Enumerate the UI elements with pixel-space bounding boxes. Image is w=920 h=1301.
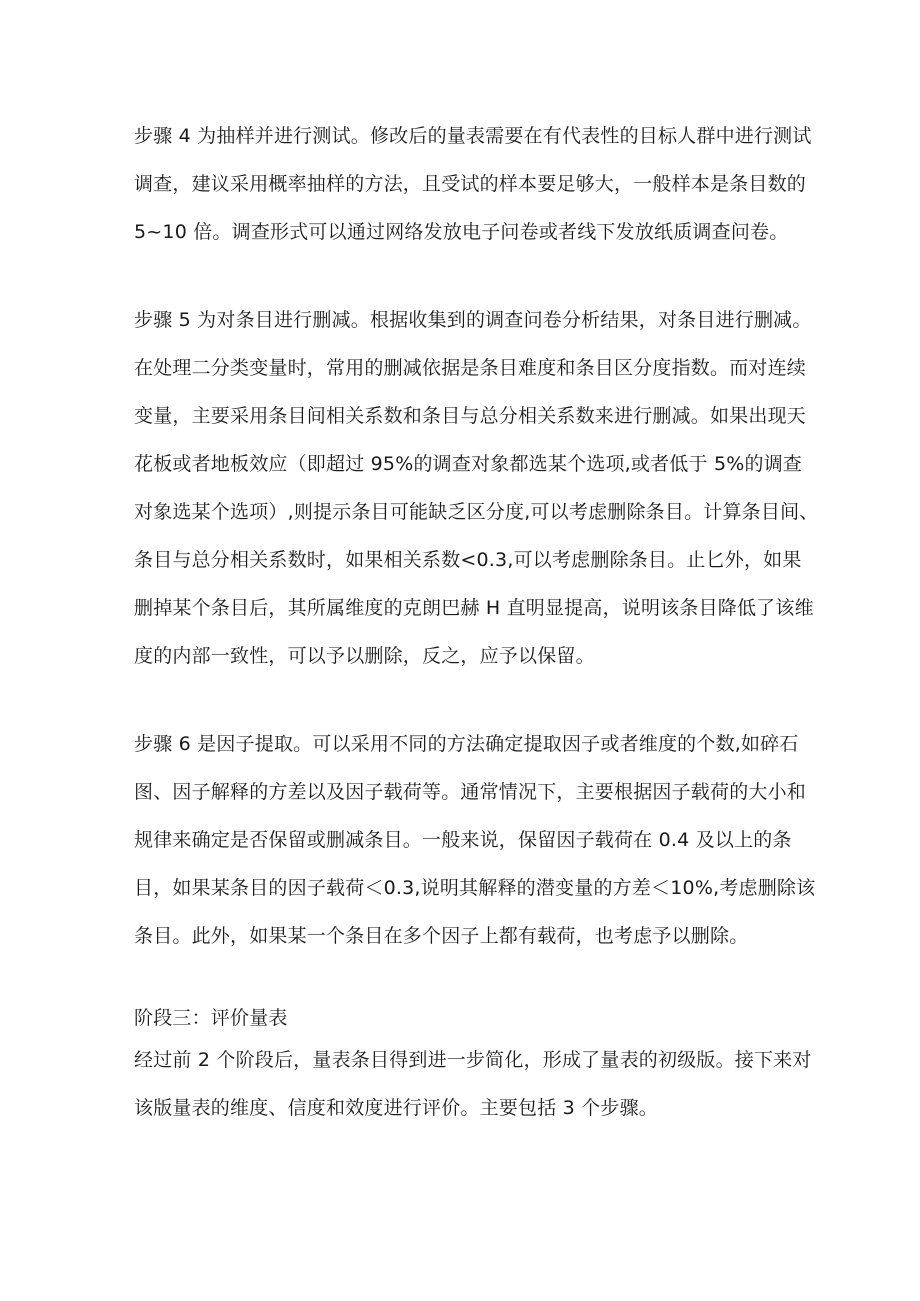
paragraph-step-5: 步骤 5 为对条目进行删减。根据收集到的调查问卷分析结果，对条目进行删减。在处理二分类变量时，常用的删减依据是条目难度和条目区分度指数。而对连续变量，主要采用条目间相关系数和条目与总分相关系数来进行删减。如果出现天花板或者地板效应（即超过 95%的调查对象都选某个选项,或者低于 5%的调查对象选某个选项）,则提示条目可能缺乏区分度,可以考虑删除条目。计算条目间、条目与总分相关系数时，如果相关系数<0.3,可以考虑删除条目。止匕外，如果删掉某个条目后，其所属维度的克朗巴赫 H 直明显提高，说明该条目降低了该维度的内部一致性，可以予以删除，反之，应予以保留。: [134, 309, 819, 667]
paragraph-stage-3-intro: 经过前 2 个阶段后，量表条目得到进一步简化，形成了量表的初级版。接下来对该版量表的维度、信度和效度进行评价。主要包括 3 个步骤。: [134, 1049, 812, 1119]
section-heading-stage-3: 阶段三：评价量表: [134, 1007, 288, 1029]
paragraph-step-6: 步骤 6 是因子提取。可以采用不同的方法确定提取因子或者维度的个数,如碎石图、因子解释的方差以及因子载荷等。通常情况下，主要根据因子载荷的大小和规律来确定是否保留或删减条目。一般来说，保留因子载荷在 0.4 及以上的条目，如果某条目的因子载荷＜0.3,说明其解释的潜变量的方差＜10%,考虑删除该条目。此外，如果某一个条目在多个因子上都有载荷，也考虑予以删除。: [134, 733, 816, 947]
paragraph-step-4: 步骤 4 为抽样并进行测试。修改后的量表需要在有代表性的目标人群中进行测试调查，建议采用概率抽样的方法，且受试的样本要足够大，一般样本是条目数的 5~10 倍。调查形式可以通过网络发放电子问卷或者线下发放纸质调查问卷。: [134, 125, 812, 243]
